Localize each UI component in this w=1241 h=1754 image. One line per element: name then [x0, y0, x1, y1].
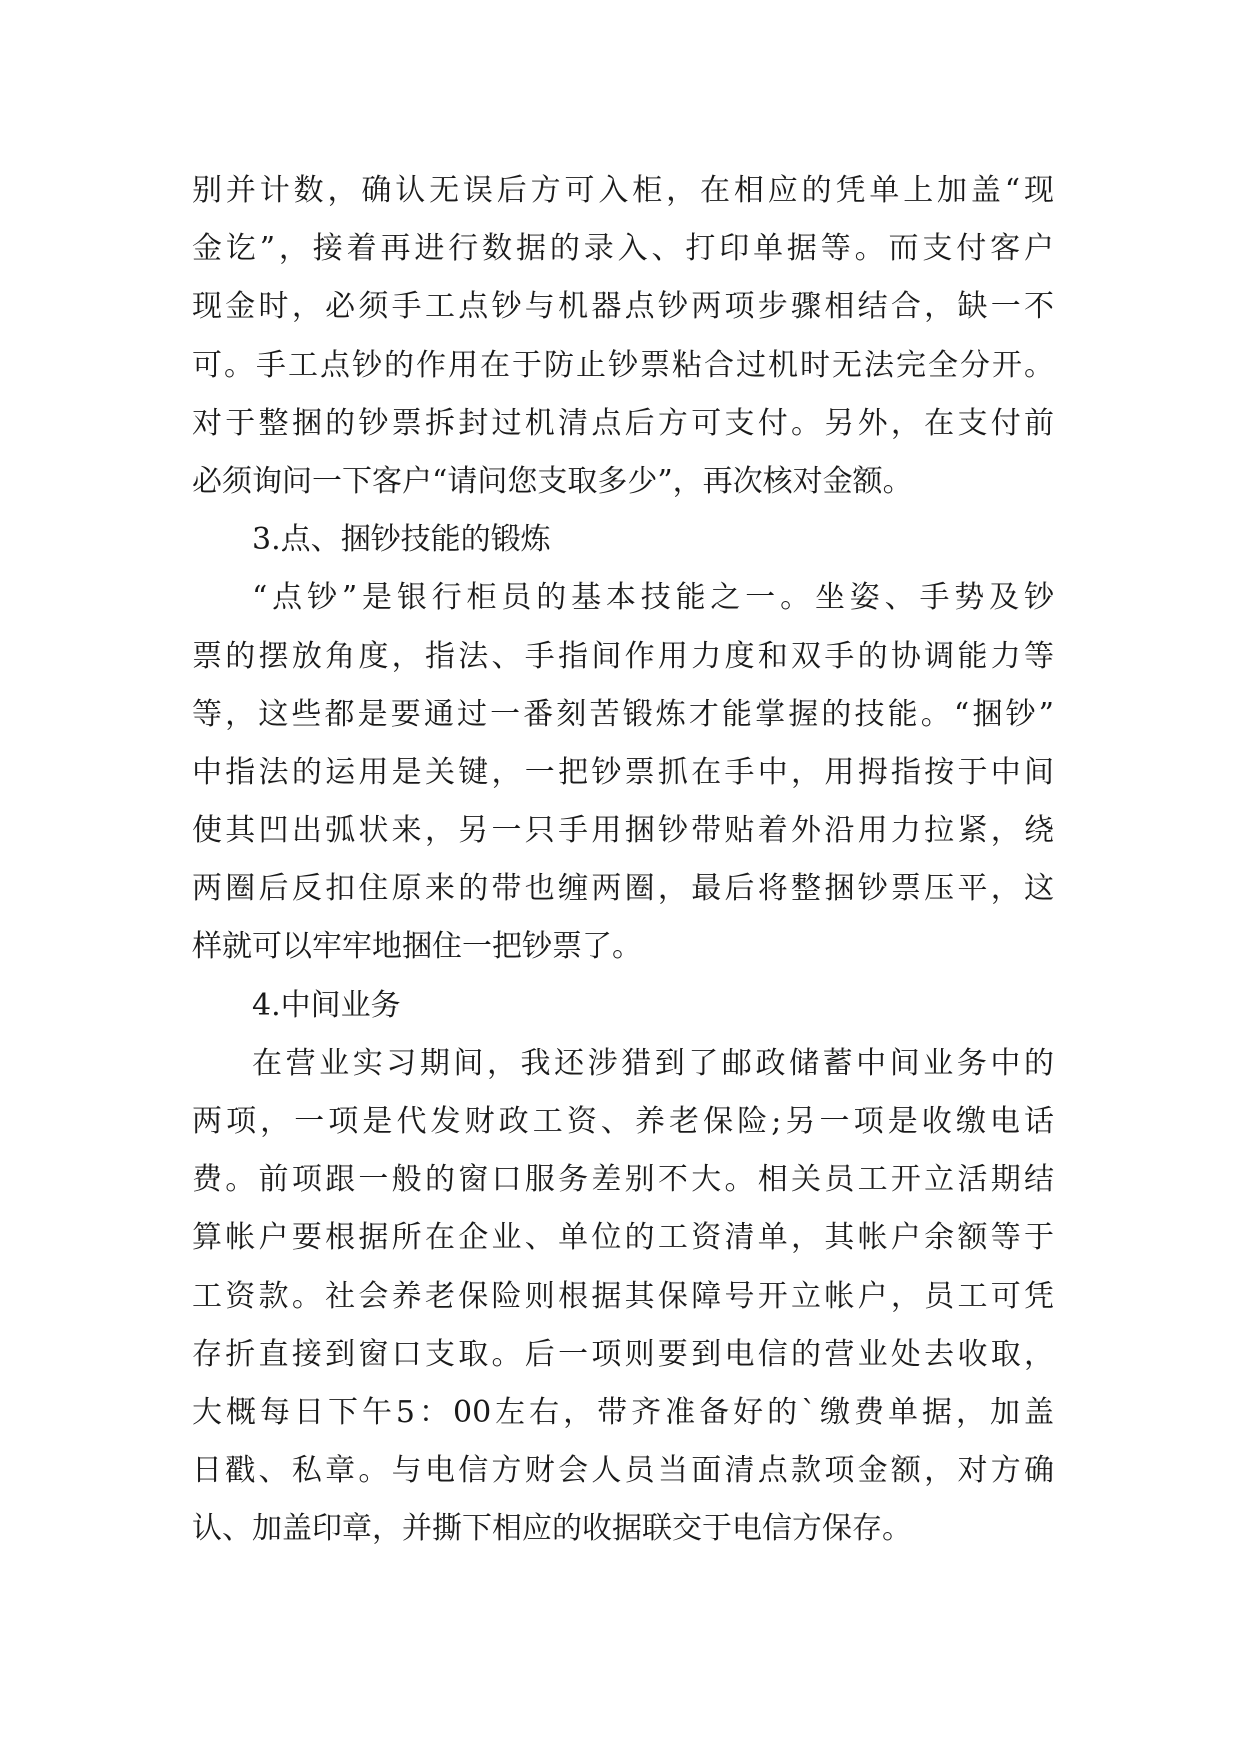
paragraph-line: 等，这些都是要通过一番刻苦锻炼才能掌握的技能。“捆钞”: [192, 696, 1054, 732]
paragraph-line: 两项，一项是代发财政工资、养老保险;另一项是收缴电话: [192, 1104, 1054, 1139]
paragraph-line: 现金时，必须手工点钞与机器点钞两项步骤相结合，缺一不: [192, 289, 1054, 325]
paragraph-line: 使其凹出弧状来，另一只手用捆钞带贴着外沿用力拉紧，绕: [192, 813, 1054, 849]
paragraph-line: 票的摆放角度，指法、手指间作用力度和双手的协调能力等: [192, 638, 1054, 674]
paragraph-line: “点钞”是银行柜员的基本技能之一。坐姿、手势及钞: [252, 580, 1054, 616]
paragraph-line: 大概每日下午5：00左右，带齐准备好的`缴费单据，加盖: [192, 1394, 1054, 1430]
paragraph-line: 费。前项跟一般的窗口服务差别不大。相关员工开立活期结: [192, 1162, 1054, 1198]
paragraph-line: 必须询问一下客户“请问您支取多少”，再次核对金额。: [192, 463, 913, 499]
paragraph-line: 样就可以牢牢地捆住一把钞票了。: [192, 929, 642, 965]
paragraph-line: 存折直接到窗口支取。后一项则要到电信的营业处去收取，: [192, 1336, 1054, 1372]
paragraph-line: 在营业实习期间，我还涉猎到了邮政储蓄中间业务中的: [252, 1045, 1054, 1081]
document-body: [192, 162, 1054, 1559]
paragraph-line: 日戳、私章。与电信方财会人员当面清点款项金额，对方确: [192, 1453, 1054, 1489]
section-heading: 4.中间业务: [252, 987, 401, 1023]
paragraph-line: 中指法的运用是关键，一把钞票抓在手中，用拇指按于中间: [192, 754, 1054, 790]
section-heading: 3.点、捆钞技能的锻炼: [252, 522, 551, 558]
paragraph-line: 可。手工点钞的作用在于防止钞票粘合过机时无法完全分开。: [192, 347, 1054, 383]
paragraph-line: 认、加盖印章，并撕下相应的收据联交于电信方保存。: [192, 1511, 912, 1547]
paragraph-line: 对于整捆的钞票拆封过机清点后方可支付。另外，在支付前: [192, 405, 1054, 441]
paragraph-line: 两圈后反扣住原来的带也缠两圈，最后将整捆钞票压平，这: [192, 871, 1054, 907]
paragraph-line: 别并计数，确认无误后方可入柜，在相应的凭单上加盖“现: [192, 173, 1054, 208]
paragraph-line: 金讫”，接着再进行数据的录入、打印单据等。而支付客户: [192, 231, 1054, 267]
paragraph-line: 算帐户要根据所在企业、单位的工资清单，其帐户余额等于: [192, 1220, 1054, 1256]
paragraph-line: 工资款。社会养老保险则根据其保障号开立帐户，员工可凭: [192, 1278, 1054, 1314]
